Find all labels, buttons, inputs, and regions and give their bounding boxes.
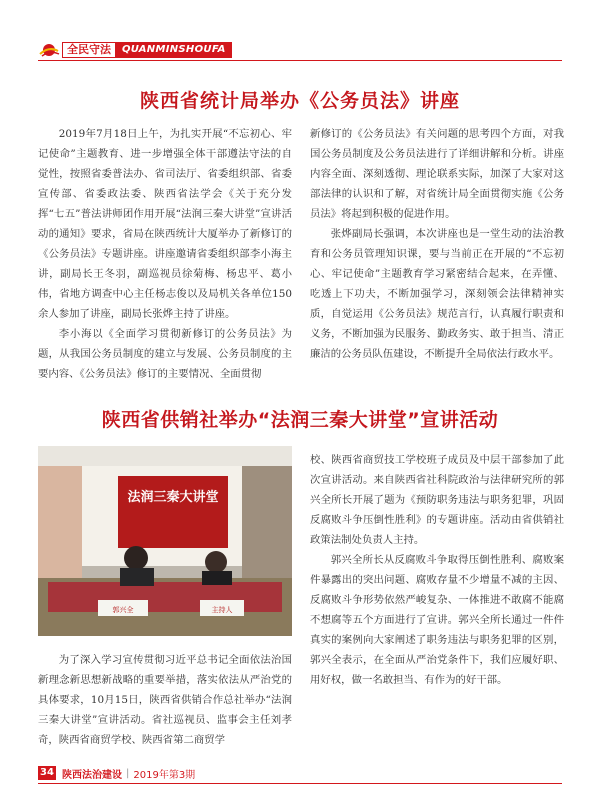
paragraph: 2019年7月18日上午，为扎实开展“不忘初心、牢记使命”主题教育、进一步增强全体干部遵法守法的自觉性，按照省委普法办、省司法厅、省委组织部、省委宣传部、省委政法委、陕西省法学会《关于充分发挥“七五”普法讲师团作用开展“法润三秦大讲堂”宣讲活动的通知》要求，省局在陕西统计大厦举办了新修订的《公务员法》专题讲座。讲座邀请省委组织部李小海主讲，副局长王冬羽，副巡视员徐菊梅、杨忠平、葛小伟，省地方调查中心主任杨志俊以及局机关各单位150余人参加了讲座，副局长张烨主持了讲座。 [38, 128, 292, 320]
section-tag-cn: 全民守法 [62, 42, 116, 58]
paragraph: 郭兴全所长从反腐败斗争取得压倒性胜利、腐败案件暴露出的突出问题、腐败存量不少增量不减的主因、反腐败斗争形势依然严峻复杂、一体推进不敢腐不能腐不想腐等五个方面进行了宣讲。郭兴全所长通过一件件真实的案例向大家阐述了职务违法与职务犯罪的区别，郭兴全表示，在全面从严治党条件下，我们应履好职、用好权，做一名敢担当、有作为的好干部。 [310, 554, 564, 686]
article1-title: 陕西省统计局举办《公务员法》讲座 [139, 90, 460, 112]
article2-left-column [38, 650, 292, 750]
page-number: 34 [38, 766, 56, 780]
nameplate-left: 郭兴全 [112, 606, 134, 614]
paragraph: 李小海以《全面学习贯彻新修订的公务员法》为题，从我国公务员制度的建立与发展、公务员制度的主要内容、《公务员法》修订的主要情况、全面贯彻 [38, 328, 292, 380]
section-logo-icon [38, 42, 60, 58]
banner-text: 法润三秦大讲堂 [127, 490, 219, 505]
paragraph: 新修订的《公务员法》有关问题的思考四个方面，对我国公务员制度及公务员法进行了详细讲解和分析。讲座内容全面、深刻透彻、理论联系实际，加深了大家对这部法律的认识和了解，对省统计局全面贯彻实施《公务员法》将起到积极的促进作用。 [310, 128, 564, 220]
lecture-photo [38, 446, 292, 636]
issue-label: 2019年第3期 [133, 769, 196, 781]
article2-right-column [310, 450, 564, 690]
paragraph: 为了深入学习宣传贯彻习近平总书记全面依法治国新理念新思想新战略的重要举措，落实依法从严治党的具体要求，10月15日，陕西省供销合作总社举办“法润三秦大讲堂”宣讲活动。省社巡视员、监事会主任刘孝奇，陕西省商贸学校、陕西省第二商贸学 [38, 654, 292, 746]
header-divider [38, 60, 562, 61]
section-header [38, 42, 232, 58]
article1-right-column [310, 124, 564, 364]
paragraph: 校、陕西省商贸技工学校班子成员及中层干部参加了此次宣讲活动。来自陕西省社科院政治与法律研究所的郭兴全所长开展了题为《预防职务违法与职务犯罪，巩固反腐败斗争压倒性胜利》的专题讲座。活动由省供销社政策法制处负责人主持。 [310, 454, 564, 546]
magazine-name: 陕西法治建设 [62, 769, 122, 781]
article2-title: 陕西省供销社举办“法润三秦大讲堂”宣讲活动 [101, 409, 499, 431]
footer-divider [38, 783, 562, 784]
page-footer [38, 765, 195, 781]
article1-left-column [38, 124, 292, 384]
paragraph: 张烨副局长强调，本次讲座也是一堂生动的法治教育和公务员管理知识课，要与当前正在开展的“不忘初心、牢记使命”主题教育学习紧密结合起来，在弄懂、吃透上下功夫，不断加强学习，深刻领会法律精神实质，自觉运用《公务员法》规范言行，认真履行职责和义务，不断加强为民服务、勤政务实、敢于担当、清正廉洁的公务员队伍建设，不断提升全局依法行政水平。 [310, 228, 564, 360]
section-tag-en: QUANMINSHOUFA [116, 42, 232, 58]
nameplate-right: 主持人 [211, 606, 233, 614]
footer-separator: | [126, 767, 130, 779]
